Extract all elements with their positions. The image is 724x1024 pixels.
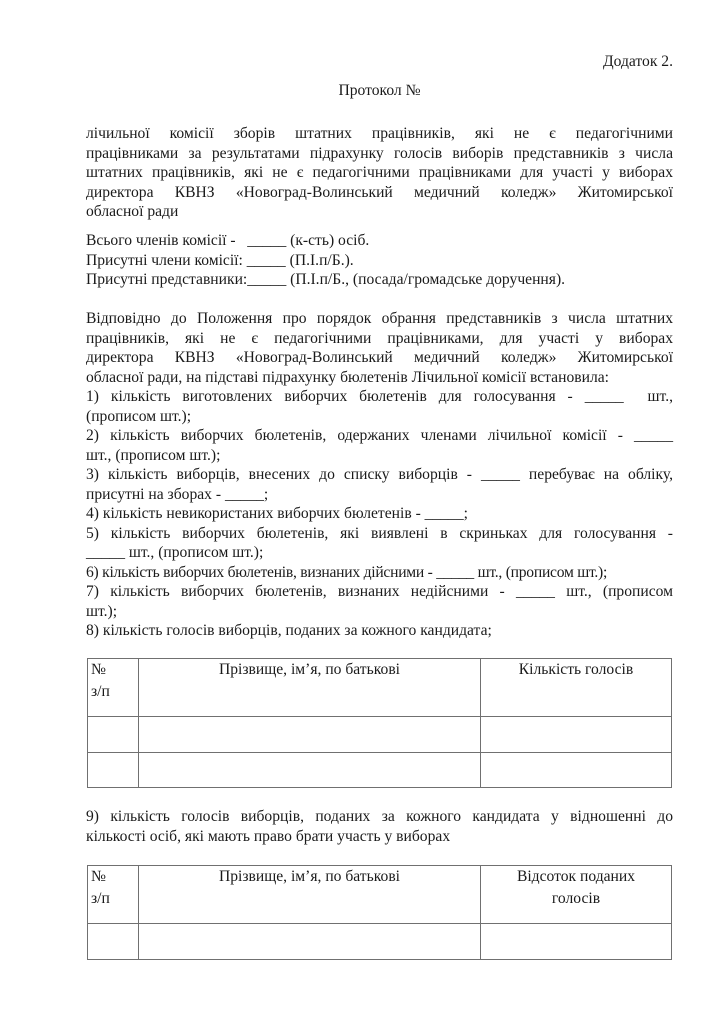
cell-full-name[interactable] xyxy=(139,753,481,788)
item-7-cont: шт.); xyxy=(86,602,118,620)
item-3: 3) кількість виборців, внесених до списку виборців - _____ перебуває на обліку, xyxy=(86,466,673,483)
item-5-cont: _____ шт., (прописом шт.); xyxy=(86,544,264,561)
item-2: 2) кількість виборчих бюлетенів, одержаних членами лічильної комісії - _____ xyxy=(86,427,673,444)
attendance-present-representatives: Присутні представники:_____ (П.І.п/Б., (посада/громадське доручення). xyxy=(86,271,566,288)
header-number: № з/п xyxy=(88,866,139,924)
item-9-cont: кількості осіб, які мають право брати участь у виборах xyxy=(86,827,451,845)
table-row xyxy=(88,924,672,960)
cell-number[interactable] xyxy=(88,717,139,753)
item-9: 9) кількість голосів виборців, поданих за кожного кандидата у відношенні до xyxy=(86,808,673,825)
header-full-name: Прізвище, ім’я, по батькові xyxy=(139,659,481,717)
body-line: директора КВНЗ «Новоград-Волинський медичний коледж» Житомирської xyxy=(86,349,673,366)
body-line: обласної ради, на підставі підрахунку бюлетенів Лічильної комісії встановила: xyxy=(86,368,609,386)
percentage-table xyxy=(87,865,672,960)
cell-vote-count[interactable] xyxy=(481,753,672,788)
attendance-total-members: Всього членів комісії - _____ (к-сть) осіб. xyxy=(86,232,370,249)
cell-full-name[interactable] xyxy=(139,717,481,753)
cell-number[interactable] xyxy=(88,924,139,960)
votes-table xyxy=(87,658,672,788)
item-6: 6) кількість виборчих бюлетенів, визнаних дійсними - _____ шт., (прописом шт.); xyxy=(86,563,608,581)
item-3-cont: присутні на зборах - _____; xyxy=(86,485,269,503)
table-row xyxy=(88,717,672,753)
item-2-cont: шт., (прописом шт.); xyxy=(86,446,221,464)
table-row xyxy=(88,753,672,788)
protocol-title: Протокол № xyxy=(338,82,421,99)
item-5: 5) кількість виборчих бюлетенів, які виявлені в скриньках для голосування - xyxy=(86,524,673,542)
votes-table-header xyxy=(88,659,672,717)
item-4: 4) кількість невикористаних виборчих бюлетенів - _____; xyxy=(86,505,468,522)
intro-line: працівниками за результатами підрахунку голосів виборів представників з числа xyxy=(86,144,673,162)
header-full-name: Прізвище, ім’я, по батькові xyxy=(139,866,481,924)
body-line: працівників, які не є педагогічними працівниками, для участі у виборах xyxy=(86,329,673,347)
intro-line: штатних працівників, які не є педагогічними працівниками для участі у виборах xyxy=(86,164,673,181)
item-1-cont: (прописом шт.); xyxy=(86,407,192,425)
header-vote-percentage: Відсоток поданих голосів xyxy=(481,866,672,924)
intro-line: директора КВНЗ «Новоград-Волинський медичний коледж» Житомирської xyxy=(86,183,673,201)
header-vote-count: Кількість голосів xyxy=(481,659,672,717)
item-7: 7) кількість виборчих бюлетенів, визнаних недійсними - _____ шт., (прописом xyxy=(86,583,673,600)
item-1: 1) кількість виготовлених виборчих бюлетенів для голосування - _____ шт., xyxy=(86,388,673,405)
cell-vote-percentage[interactable] xyxy=(481,924,672,960)
attendance-present-members: Присутні члени комісії: _____ (П.І.п/Б.). xyxy=(86,251,354,269)
item-8: 8) кількість голосів виборців, поданих за кожного кандидата; xyxy=(86,622,492,639)
percentage-table-header xyxy=(88,866,672,924)
header-number: № з/п xyxy=(88,659,139,717)
body-line: Відповідно до Положення про порядок обрання представників з числа штатних xyxy=(86,310,673,327)
cell-number[interactable] xyxy=(88,753,139,788)
appendix-label: Додаток 2. xyxy=(602,53,673,70)
intro-line: обласної ради xyxy=(86,203,179,220)
intro-line: лічильної комісії зборів штатних працівників, які не є педагогічними xyxy=(86,125,673,142)
cell-vote-count[interactable] xyxy=(481,717,672,753)
cell-full-name[interactable] xyxy=(139,924,481,960)
